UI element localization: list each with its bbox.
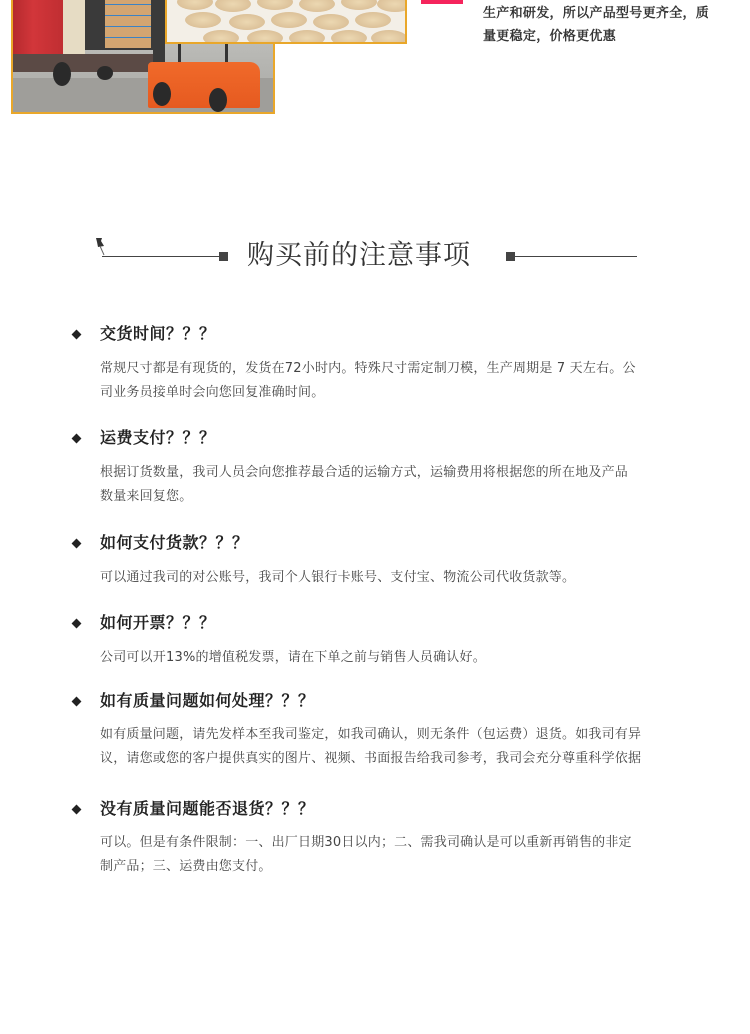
diamond-bullet-icon (72, 619, 82, 629)
truck-wheel (53, 62, 71, 86)
faq-question: 如有质量问题如何处理？？？ (100, 691, 315, 710)
faq-answer-line: 可以。但是有条件限制：一、出厂日期30日以内；二、需我司确认是可以重新再销售的非定 (100, 835, 632, 850)
diamond-bullet-icon (72, 434, 82, 444)
diamond-bullet-icon (72, 539, 82, 549)
truck-bed (13, 54, 163, 72)
faq-answer-line: 制产品；三、运费由您支付。 (100, 859, 272, 874)
product-closeup-photo (165, 0, 407, 44)
faq-answer-line: 数量来回复您。 (100, 489, 193, 504)
divider-line-left (102, 256, 220, 257)
diamond-bullet-icon (72, 697, 82, 707)
accent-tag (421, 0, 463, 4)
faq-answer-line: 可以通过我司的对公账号，我司个人银行卡账号、支付宝、物流公司代收货款等。 (100, 570, 576, 585)
faq-answer-line: 常规尺寸都是有现货的，发货在72小时内。特殊尺寸需定制刀模，生产周期是 7 天左右。公 (100, 361, 636, 376)
faq-answer-line: 议，请您或您的客户提供真实的图片、视频、书面报告给我司参考，我司会充分尊重科学依据 (100, 751, 642, 766)
faq-question: 没有质量问题能否退货？？？ (100, 799, 315, 818)
forklift-wheel (153, 82, 171, 106)
pushpin-icon (94, 237, 108, 257)
section-header (0, 230, 750, 280)
faq-answer (100, 357, 670, 405)
faq-answer-line: 司业务员接单时会向您回复准确时间。 (100, 385, 325, 400)
faq-question: 运费支付？？？ (100, 428, 216, 447)
faq-answer-line: 根据订货数量，我司人员会向您推荐最合适的运输方式，运输费用将根据您的所在地及产品 (100, 465, 629, 480)
faq-answer-line: 公司可以开13%的增值税发票，请在下单之前与销售人员确认好。 (100, 650, 486, 665)
divider-square-left (219, 252, 228, 261)
cargo-boxes (105, 0, 151, 48)
forklift-wheel (209, 88, 227, 112)
truck-container (13, 0, 63, 56)
truck-door (63, 0, 85, 56)
faq-answer-line: 如有质量问题，请先发样本至我司鉴定，如我司确认，则无条件（包运费）退货。如我司有异 (100, 727, 642, 742)
faq-question: 交货时间？？？ (100, 324, 216, 343)
faq-question: 如何支付货款？？？ (100, 533, 249, 552)
top-description-line: 生产和研发，所以产品型号更齐全，质 (483, 6, 710, 21)
faq-answer (100, 566, 670, 590)
faq-answer (100, 461, 670, 509)
faq-answer (100, 831, 670, 879)
truck-wheel (97, 66, 113, 80)
divider-line-right (514, 256, 637, 257)
top-description-line: 量更稳定，价格更优惠 (483, 29, 617, 44)
diamond-bullet-icon (72, 330, 82, 340)
faq-answer (100, 723, 670, 771)
faq-question: 如何开票？？？ (100, 613, 216, 632)
section-title: 购买前的注意事项 (247, 240, 471, 271)
diamond-bullet-icon (72, 805, 82, 815)
faq-answer (100, 646, 670, 670)
top-description (483, 2, 728, 48)
